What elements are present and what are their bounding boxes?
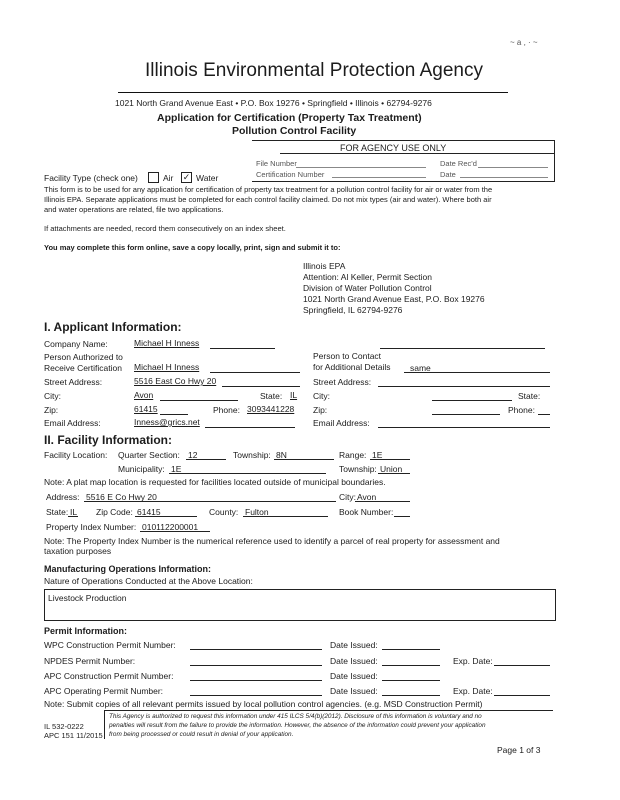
date-label: Date [440, 170, 456, 179]
wpc-permit-label: WPC Construction Permit Number: [44, 640, 176, 650]
agency-use-title: FOR AGENCY USE ONLY [340, 143, 447, 153]
water-label: Water [196, 173, 219, 183]
authorized-person-value[interactable]: Michael H Inness [134, 362, 200, 372]
township-2-line [378, 473, 410, 474]
facility-zip-label: Zip Code: [96, 507, 133, 517]
npdes-date-issued-line[interactable] [382, 665, 440, 666]
intro-line-1: This form is to be used for any application for certification of property tax treatment for a pollution control facility for air or water from the [44, 185, 493, 194]
air-checkbox[interactable] [148, 172, 159, 183]
page-number: Page 1 of 3 [497, 745, 541, 755]
manufacturing-heading: Manufacturing Operations Information: [44, 564, 212, 574]
nature-of-operations-label: Nature of Operations Conducted at the Above Location: [44, 576, 253, 586]
corner-scan-mark: ~ a , · ~ [510, 38, 538, 47]
property-index-value[interactable]: 010112200001 [142, 522, 199, 532]
facility-address-value[interactable]: 5516 E Co Hwy 20 [86, 492, 157, 502]
attachments-note: If attachments are needed, record them consecutively on an index sheet. [44, 224, 286, 233]
apc-operating-permit-line[interactable] [190, 695, 322, 696]
municipality-line [169, 473, 326, 474]
wpc-permit-line[interactable] [190, 649, 322, 650]
authorized-person-label-1: Person Authorized to [44, 352, 123, 362]
facility-city-line [355, 501, 410, 502]
disclosure-line-3: from being processed or could result in denial of your application. [109, 731, 294, 738]
permit-note: Note: Submit copies of all relevant permits issued by local pollution control agencies. (e.g. MSD Construction Permit) [44, 699, 483, 709]
contact-email-line [378, 427, 550, 428]
agency-address: 1021 North Grand Avenue East • P.O. Box 19276 • Springfield • Illinois • 62794-9276 [115, 98, 432, 108]
intro-line-3: and water operations are related, file two applications. [44, 205, 224, 214]
submit-instructions: You may complete this form online, save a copy locally, print, sign and submit it to: [44, 243, 341, 252]
contact-city-line [432, 400, 512, 401]
permit-heading: Permit Information: [44, 626, 128, 636]
county-line [243, 516, 328, 517]
npdes-permit-line[interactable] [190, 665, 322, 666]
apc-operating-exp-date-label: Exp. Date: [453, 686, 493, 696]
mail-to-line-4: 1021 North Grand Avenue East, P.O. Box 19276 [303, 294, 485, 304]
facility-address-label: Address: [46, 492, 80, 502]
city-value[interactable]: Avon [134, 390, 154, 400]
street-address-label: Street Address: [44, 377, 103, 387]
date-recd-line [478, 167, 548, 168]
wpc-date-issued-line[interactable] [382, 649, 440, 650]
apc-operating-date-issued-label: Date Issued: [330, 686, 378, 696]
apc-construction-date-issued-line[interactable] [382, 680, 440, 681]
disclosure-line-1: This Agency is authorized to request this information under 415 ILCS 5/4(b)(2012). Disclosure of this information is voluntary and no [109, 713, 482, 720]
contact-phone-line [538, 414, 550, 415]
mail-to-line-3: Division of Water Pollution Control [303, 283, 432, 293]
agency-title: Illinois Environmental Protection Agency [145, 60, 483, 81]
form-code-2: APC 151 11/2015 [44, 731, 103, 740]
city-line [160, 400, 238, 401]
date-line [460, 177, 548, 178]
contact-state-label: State: [518, 391, 541, 401]
state-value[interactable]: IL [290, 390, 298, 400]
apc-construction-permit-line[interactable] [190, 680, 322, 681]
facility-state-value[interactable]: IL [70, 507, 78, 517]
mail-to-line-5: Springfield, IL 62794-9276 [303, 305, 403, 315]
facility-city-label: City: [339, 492, 356, 502]
phone-value[interactable]: 3093441228 [247, 404, 295, 414]
contact-person-line [404, 372, 550, 373]
facility-city-value[interactable]: Avon [357, 492, 377, 502]
zip-line [160, 414, 188, 415]
npdes-permit-label: NPDES Permit Number: [44, 656, 136, 666]
facility-location-label: Facility Location: [44, 450, 108, 460]
range-label: Range: [339, 450, 367, 460]
form-title: Application for Certification (Property Tax Treatment) [157, 112, 422, 124]
apc-operating-exp-date-line[interactable] [494, 695, 550, 696]
quarter-section-value[interactable]: 12 [188, 450, 198, 460]
contact-person-label-1: Person to Contact [313, 351, 382, 361]
book-number-label: Book Number: [339, 507, 394, 517]
contact-email-label: Email Address: [313, 418, 370, 428]
contact-street-address-label: Street Address: [313, 377, 372, 387]
contact-street-address-line [378, 386, 550, 387]
pin-note-line-2: taxation purposes [44, 546, 112, 556]
facility-state-label: State: [46, 507, 69, 517]
property-index-label: Property Index Number: [46, 522, 137, 532]
water-checkbox[interactable]: ✓ [182, 172, 191, 182]
company-name-value[interactable]: Michael H Inness [134, 338, 200, 348]
apc-operating-permit-label: APC Operating Permit Number: [44, 686, 164, 696]
wpc-date-issued-label: Date Issued: [330, 640, 378, 650]
facility-address-line [84, 501, 336, 502]
facility-zip-value[interactable]: 61415 [137, 507, 161, 517]
authorized-person-line [210, 372, 300, 373]
header-rule [118, 92, 508, 93]
company-name-line-2 [380, 348, 545, 349]
book-number-line [394, 516, 410, 517]
quarter-section-line [186, 459, 226, 460]
facility-type-label: Facility Type (check one) [44, 173, 138, 183]
contact-person-value[interactable]: same [410, 363, 431, 373]
state-label: State: [260, 391, 283, 401]
facility-heading: II. Facility Information: [44, 433, 173, 447]
township-line [274, 459, 334, 460]
apc-operating-date-issued-line[interactable] [382, 695, 440, 696]
county-label: County: [209, 507, 239, 517]
form-subtitle: Pollution Control Facility [232, 125, 357, 137]
agency-box-rule [280, 153, 554, 154]
authorized-person-label-2: Receive Certification [44, 363, 122, 373]
company-name-line [210, 348, 275, 349]
company-name-label: Company Name: [44, 339, 108, 349]
contact-city-label: City: [313, 391, 330, 401]
pin-note-line-1: Note: The Property Index Number is the numerical reference used to identify a parcel of real property for assessment and [44, 536, 500, 546]
form-code-1: IL 532-0222 [44, 722, 84, 731]
contact-phone-label: Phone: [508, 405, 535, 415]
disclosure-line-2: penalties will result from the failure to provide the information. However, the absence of the information could prevent your application [109, 722, 486, 729]
facility-state-line [68, 516, 78, 517]
mail-to-line-1: Illinois EPA [303, 261, 346, 271]
applicant-heading: I. Applicant Information: [44, 320, 182, 334]
apc-construction-permit-label: APC Construction Permit Number: [44, 671, 174, 681]
file-number-label: File Number [256, 159, 297, 168]
quarter-section-label: Quarter Section: [118, 450, 180, 460]
range-line [370, 459, 410, 460]
npdes-date-issued-label: Date Issued: [330, 656, 378, 666]
property-index-line [140, 531, 210, 532]
street-address-line [222, 386, 300, 387]
email-value[interactable]: Inness@grics.net [134, 417, 200, 427]
contact-zip-label: Zip: [313, 405, 328, 415]
contact-zip-line [432, 414, 500, 415]
county-value[interactable]: Fulton [245, 507, 269, 517]
zip-value[interactable]: 61415 [134, 404, 158, 414]
date-recd-label: Date Rec'd [440, 159, 477, 168]
phone-label: Phone: [213, 405, 240, 415]
air-label: Air [163, 173, 174, 183]
certification-number-line [332, 177, 426, 178]
email-label: Email Address: [44, 418, 101, 428]
township-2-label: Township: [339, 464, 377, 474]
range-value[interactable]: 1E [372, 450, 383, 460]
contact-person-label-2: for Additional Details [313, 362, 391, 372]
npdes-exp-date-line[interactable] [494, 665, 550, 666]
nature-of-operations-value: Livestock Production [48, 593, 127, 603]
mail-to-line-2: Attention: Al Keller, Permit Section [303, 272, 432, 282]
apc-construction-date-issued-label: Date Issued: [330, 671, 378, 681]
intro-line-2: Illinois EPA. Separate applications must be completed for each control facility claimed. Do not mix types (air and water). Where both air [44, 195, 492, 204]
certification-number-label: Certification Number [256, 170, 325, 179]
npdes-exp-date-label: Exp. Date: [453, 656, 493, 666]
file-number-line [296, 167, 426, 168]
township-value[interactable]: 8N [276, 450, 287, 460]
zip-label: Zip: [44, 405, 59, 415]
email-line [205, 427, 295, 428]
city-label: City: [44, 391, 61, 401]
facility-zip-line [135, 516, 197, 517]
street-address-value[interactable]: 5516 East Co Hwy 20 [134, 376, 217, 386]
plat-map-note: Note: A plat map location is requested for facilities located outside of municipal boundaries. [44, 477, 386, 487]
township-2-value[interactable]: Union [380, 464, 403, 474]
municipality-value[interactable]: 1E [171, 464, 182, 474]
municipality-label: Municipality: [118, 464, 165, 474]
township-label: Township: [233, 450, 271, 460]
